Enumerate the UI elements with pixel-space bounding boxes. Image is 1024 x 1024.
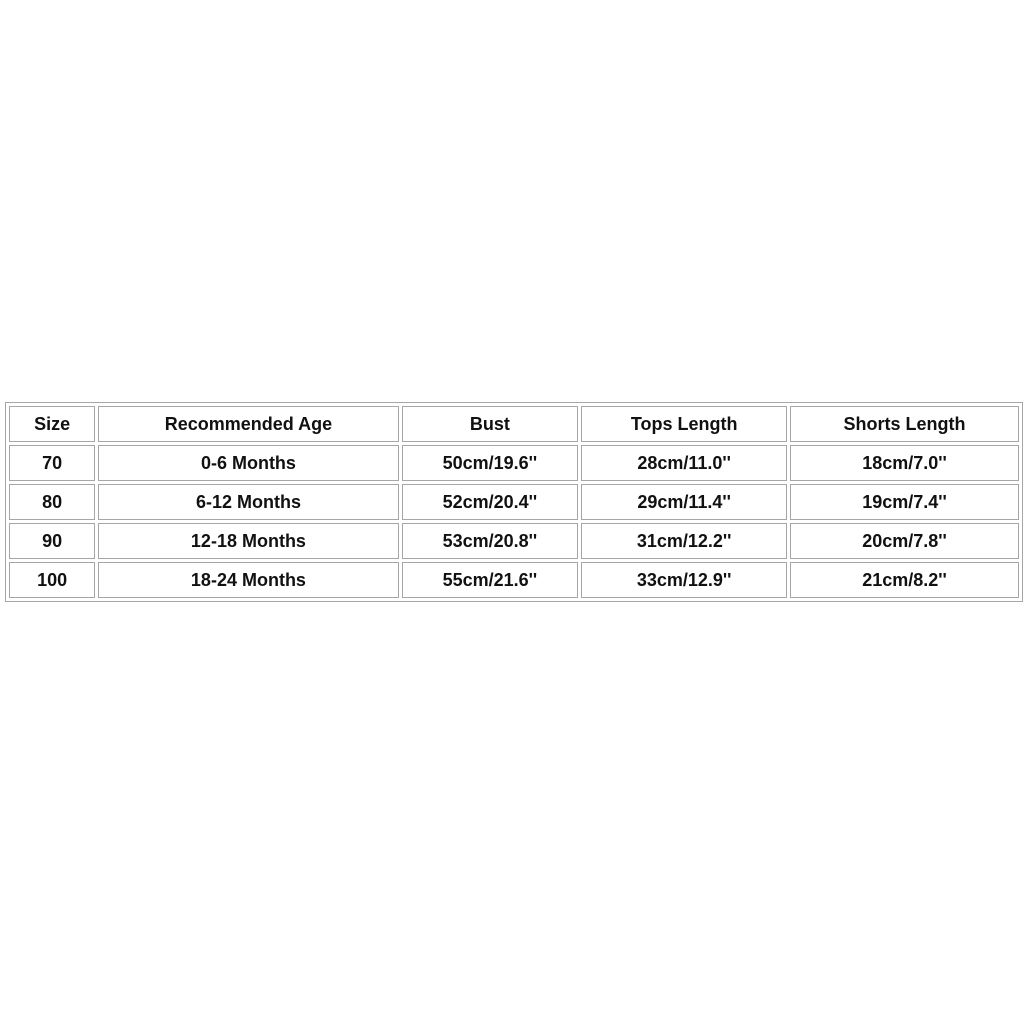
- cell-tops-length: 28cm/11.0'': [581, 445, 787, 481]
- size-chart-table: [5, 402, 1023, 602]
- header-recommended-age: Recommended Age: [98, 406, 398, 442]
- table-row: [9, 445, 1019, 481]
- header-size: Size: [9, 406, 95, 442]
- cell-recommended-age: 18-24 Months: [98, 562, 398, 598]
- cell-size: 80: [9, 484, 95, 520]
- header-tops-length: Tops Length: [581, 406, 787, 442]
- cell-shorts-length: 21cm/8.2'': [790, 562, 1019, 598]
- table-row: [9, 562, 1019, 598]
- header-row: [9, 406, 1019, 442]
- cell-size: 100: [9, 562, 95, 598]
- cell-tops-length: 31cm/12.2'': [581, 523, 787, 559]
- table-row: [9, 523, 1019, 559]
- cell-bust: 55cm/21.6'': [402, 562, 579, 598]
- cell-tops-length: 33cm/12.9'': [581, 562, 787, 598]
- cell-size: 90: [9, 523, 95, 559]
- cell-recommended-age: 6-12 Months: [98, 484, 398, 520]
- cell-size: 70: [9, 445, 95, 481]
- header-shorts-length: Shorts Length: [790, 406, 1019, 442]
- table-row: [9, 484, 1019, 520]
- cell-bust: 52cm/20.4'': [402, 484, 579, 520]
- cell-shorts-length: 20cm/7.8'': [790, 523, 1019, 559]
- cell-recommended-age: 0-6 Months: [98, 445, 398, 481]
- cell-tops-length: 29cm/11.4'': [581, 484, 787, 520]
- cell-bust: 53cm/20.8'': [402, 523, 579, 559]
- cell-shorts-length: 19cm/7.4'': [790, 484, 1019, 520]
- cell-bust: 50cm/19.6'': [402, 445, 579, 481]
- header-bust: Bust: [402, 406, 579, 442]
- cell-shorts-length: 18cm/7.0'': [790, 445, 1019, 481]
- cell-recommended-age: 12-18 Months: [98, 523, 398, 559]
